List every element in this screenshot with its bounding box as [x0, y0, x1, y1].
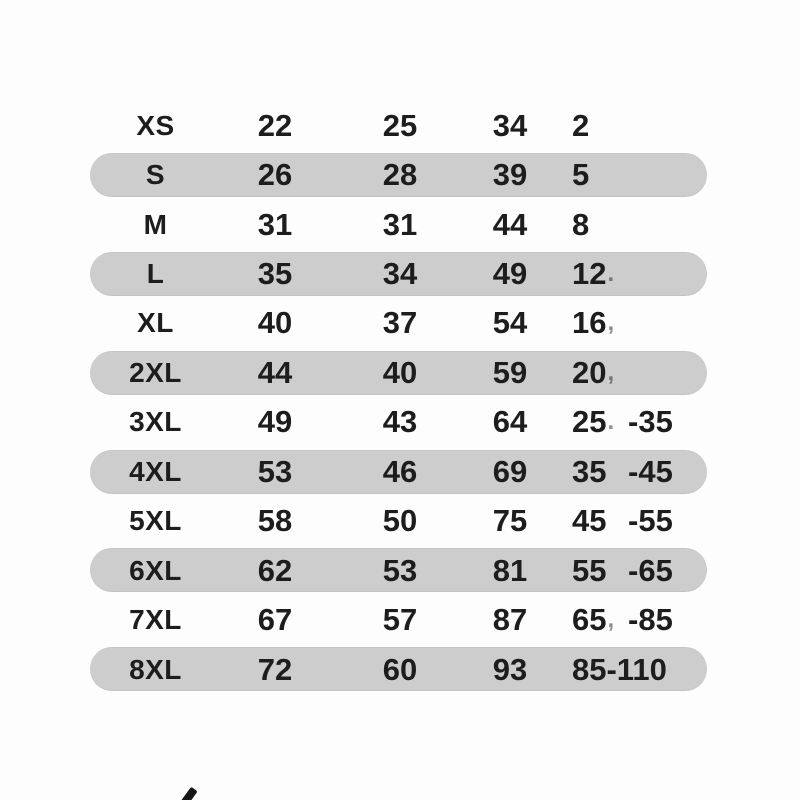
value-col5: -35 [628, 404, 673, 440]
value-col4: 65 , [572, 602, 615, 638]
value-col3: 39 [492, 157, 528, 193]
value-col4: 12 . [572, 256, 615, 292]
value-col2: 60 [382, 651, 418, 687]
table-row-5xl [0, 497, 800, 546]
value-col3: 69 [492, 453, 528, 489]
faint-mark: , [607, 309, 615, 337]
size-label: XS [136, 109, 175, 141]
value-col1: 22 [257, 107, 293, 143]
size-label: 7XL [129, 604, 182, 636]
value-col4: 20 , [572, 354, 615, 390]
cropped-glyph-artifact [172, 787, 197, 800]
faint-mark: . [607, 408, 615, 436]
value-col4: 85-110 [572, 651, 667, 687]
value-col3: 93 [492, 651, 528, 687]
size-label: XL [137, 307, 174, 339]
faint-mark: . [607, 260, 615, 288]
value-col4: 2 [572, 107, 590, 143]
table-row-7xl [0, 595, 800, 644]
value-col3: 54 [492, 305, 528, 341]
size-label: 2XL [129, 356, 182, 388]
value-col2: 46 [382, 453, 418, 489]
value-col3: 81 [492, 552, 528, 588]
table-row-l [0, 249, 800, 298]
value-col4: 35 [572, 453, 607, 489]
value-col5: -45 [628, 453, 673, 489]
table-row-6xl [0, 546, 800, 595]
size-label: 8XL [129, 653, 182, 685]
value-col1: 58 [257, 503, 293, 539]
table-row-xl [0, 299, 800, 348]
size-label: 3XL [129, 406, 182, 438]
faint-mark: , [607, 606, 615, 634]
table-row-2xl [0, 348, 800, 397]
size-label: S [145, 159, 166, 191]
value-col1: 40 [257, 305, 293, 341]
value-col4: 25 . [572, 404, 615, 440]
table-row-8xl [0, 645, 800, 694]
size-label: M [143, 208, 168, 240]
value-col1: 53 [257, 453, 293, 489]
value-col2: 57 [382, 602, 418, 638]
value-col1: 31 [257, 206, 293, 242]
value-col5: -55 [628, 503, 673, 539]
table-row-3xl [0, 398, 800, 447]
value-col2: 40 [382, 354, 418, 390]
value-col1: 35 [257, 256, 293, 292]
value-col1: 62 [257, 552, 293, 588]
size-label: 5XL [129, 505, 182, 537]
value-col1: 26 [257, 157, 293, 193]
value-col2: 34 [382, 256, 418, 292]
value-col3: 49 [492, 256, 528, 292]
table-row-s [0, 150, 800, 199]
value-col3: 87 [492, 602, 528, 638]
value-col2: 37 [382, 305, 418, 341]
table-row-m [0, 200, 800, 249]
value-col4: 5 [572, 157, 590, 193]
value-col3: 75 [492, 503, 528, 539]
value-col1: 49 [257, 404, 293, 440]
size-label: 6XL [129, 554, 182, 586]
value-col3: 44 [492, 206, 528, 242]
value-col4: 16 , [572, 305, 615, 341]
value-col2: 50 [382, 503, 418, 539]
value-col3: 64 [492, 404, 528, 440]
size-label: 4XL [129, 455, 182, 487]
value-col2: 25 [382, 107, 418, 143]
value-col4: 55 [572, 552, 607, 588]
size-label: L [146, 258, 165, 290]
value-col4: 8 [572, 206, 590, 242]
table-row-4xl [0, 447, 800, 496]
value-col5: -85 [628, 602, 673, 638]
value-col2: 28 [382, 157, 418, 193]
value-col2: 43 [382, 404, 418, 440]
value-col2: 53 [382, 552, 418, 588]
faint-mark: , [607, 358, 615, 386]
value-col4: 45 [572, 503, 607, 539]
value-col1: 72 [257, 651, 293, 687]
value-col5: -65 [628, 552, 673, 588]
value-col2: 31 [382, 206, 418, 242]
value-col1: 44 [257, 354, 293, 390]
size-table [0, 101, 800, 694]
table-row-xs [0, 101, 800, 150]
value-col3: 59 [492, 354, 528, 390]
value-col3: 34 [492, 107, 528, 143]
value-col1: 67 [257, 602, 293, 638]
